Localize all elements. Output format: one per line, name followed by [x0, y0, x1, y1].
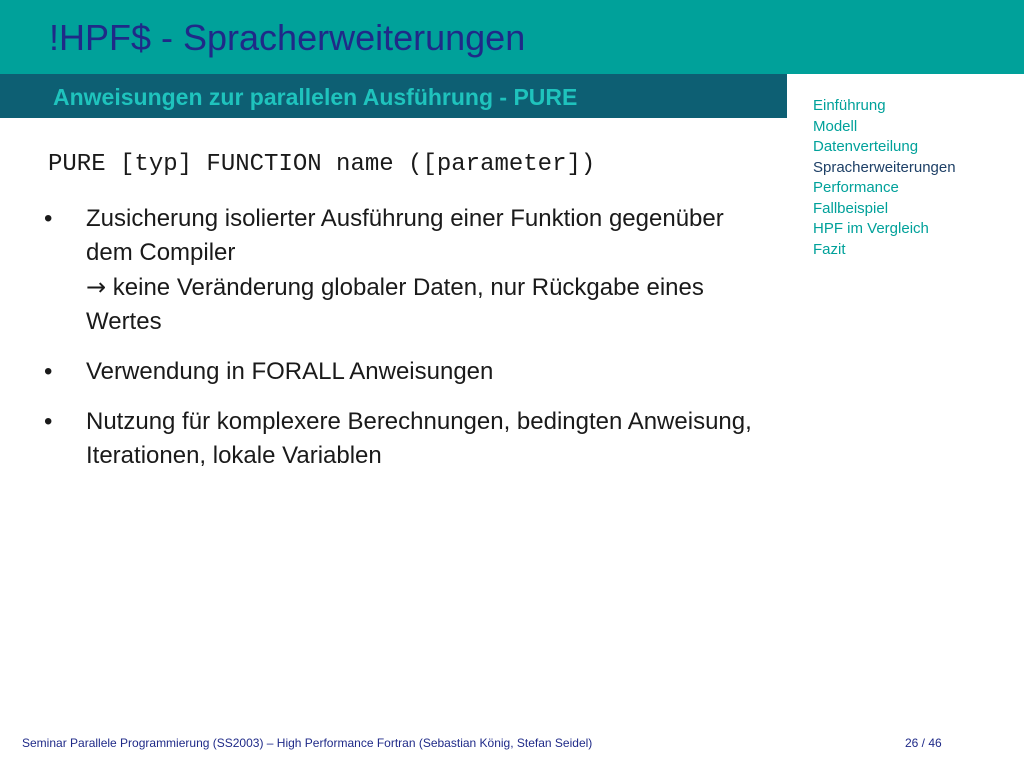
section-nav [813, 96, 1013, 260]
nav-item-modell[interactable]: Modell [813, 117, 858, 135]
bullet-item [44, 355, 764, 389]
bullet-text: Zusicherung isolierter Ausführung einer Funktion gegenüber dem Compiler [86, 205, 724, 266]
bullet-text: Nutzung für komplexere Berechnungen, bedingten Anweisung, Iterationen, lokale Variablen [86, 408, 752, 469]
footer-text: Seminar Parallele Programmierung (SS2003) – High Performance Fortran (Sebastian König, Stefan Seidel) [22, 736, 593, 750]
bullet-subline [86, 270, 764, 339]
nav-item-hpf-im-vergleich[interactable]: HPF im Vergleich [813, 220, 929, 237]
bullet-subtext: keine Veränderung globaler Daten, nur Rückgabe eines Wertes [86, 274, 704, 335]
bullet-text: Verwendung in FORALL Anweisungen [86, 358, 494, 385]
subtitle-bar [0, 74, 787, 118]
slide-title: !HPF$ - Spracherweiterungen [49, 17, 526, 58]
bullet-item [44, 405, 764, 473]
nav-item-einfuehrung[interactable]: Einführung [813, 97, 886, 114]
slide-subtitle: Anweisungen zur parallelen Ausführung - PURE [53, 84, 578, 110]
bullet-marker: • [44, 358, 53, 385]
bullet-marker: • [44, 408, 53, 435]
title-bar [0, 0, 1024, 74]
nav-item-datenverteilung[interactable]: Datenverteilung [813, 138, 919, 155]
nav-item-fazit[interactable]: Fazit [813, 240, 846, 258]
page-number: 26 / 46 [905, 736, 942, 750]
bullet-marker: • [44, 205, 53, 232]
nav-item-fallbeispiel[interactable]: Fallbeispiel [813, 199, 889, 217]
nav-item-performance[interactable]: Performance [813, 179, 899, 196]
code-signature: PURE [typ] FUNCTION name ([parameter]) [48, 151, 596, 178]
bullet-list [44, 202, 764, 489]
nav-item-spracherweiterungen[interactable]: Spracherweiterungen [813, 158, 956, 176]
arrow-right-icon: → [86, 273, 107, 301]
bullet-item [44, 202, 764, 339]
